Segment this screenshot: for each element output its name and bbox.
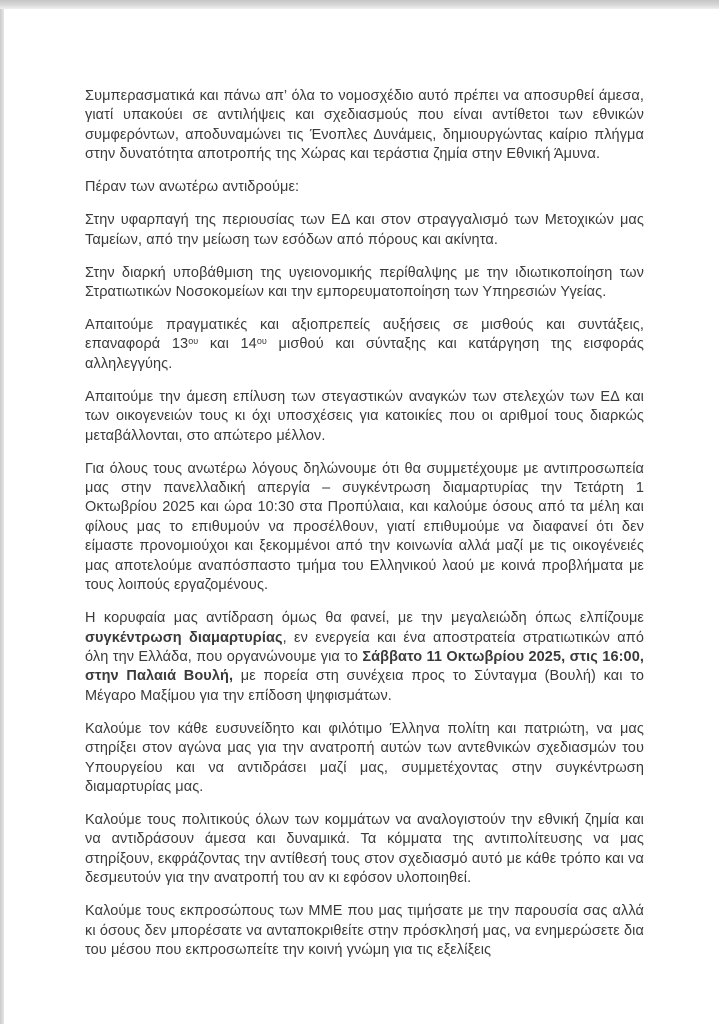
document-page xyxy=(4,9,719,1024)
paragraph xyxy=(85,609,644,706)
text-run: Στην υφαρπαγή της περιουσίας των ΕΔ και στον στραγγαλισμό των Μετοχικών μας Ταμείων, από την μείωση των εσόδων από πόρους και ακίνητα. xyxy=(85,212,644,248)
text-run: Πέραν των ανωτέρω αντιδρούμε: xyxy=(85,179,300,196)
superscript-text-run: ου xyxy=(188,335,199,346)
text-run: Καλούμε τον κάθε ευσυνείδητο και φιλότιμο Έλληνα πολίτη και πατριώτη, να μας στηρίξει στον αγώνα μας για την ανατροπή αυτών των αντεθνικών σχεδιασμών του Υπουργείου και να αντιδράσει μαζί μας, συμμετέχοντας στην συγκέντρωση διαμαρτυρίας μας. xyxy=(85,720,644,795)
superscript-text-run: ου xyxy=(256,335,267,346)
text-run: με πορεία στη συνέχεια προς το Σύνταγμα (Βουλή) και το Μέγαρο Μαξίμου για την επίδοση ψηφισμάτων. xyxy=(85,668,645,704)
bold-text-run: συγκέντρωση διαμαρτυρίας xyxy=(85,629,283,646)
paragraph xyxy=(85,87,644,165)
text-run: Καλούμε τους εκπροσώπους των ΜΜΕ που μας τιμήσατε με την παρουσία σας αλλά κι όσους δεν μπορέσατε να ανταποκριθείτε στην πρόσκλησή μας, να ενημερώσετε δια του μέσου που εκπροσωπείτε την κοινή γνώμη για τις εξελίξεις xyxy=(85,903,644,958)
paragraph xyxy=(85,460,644,596)
text-run: , εν ενεργεία και ένα αποστρατεία στρατιωτικών από όλη την Ελλάδα, που οργανώνουμε για το xyxy=(85,629,644,665)
paragraph xyxy=(85,902,644,960)
paragraph xyxy=(85,316,644,374)
text-run: Για όλους τους ανωτέρω λόγους δηλώνουμε ότι θα συμμετέχουμε με αντιπροσωπεία μας στην πανελλαδική απεργία – συγκέντρωση διαμαρτυρίας την Τετάρτη 1 Οκτωβρίου 2025 και ώρα 10:30 στα Προπύλαια, και καλούμε όσους από τα μέλη και φίλους μας το επιθυμούν να προσέλθουν, γιατί επιθυμούμε να διαφανεί ότι δεν είμαστε προνομιούχοι και ξεκομμένοι από την κοινωνία αλλά μαζί με τις οικογένειές μας αποτελούμε αναπόσπαστο τμήμα του Ελληνικού λαού με κοινά προβλήματα με τους λοιπούς εργαζομένους. xyxy=(85,460,644,594)
text-run: Απαιτούμε την άμεση επίλυση των στεγαστικών αναγκών των στελεχών των ΕΔ και των οικογενειών τους κι όχι υποσχέσεις για κατοικίες που οι αριθμοί τους διαρκώς μεταβάλλονται, στο απώτερο μέλλον. xyxy=(85,388,644,444)
text-run: Απαιτούμε πραγματικές και αξιοπρεπείς αυξήσεις σε μισθούς και συντάξεις, επαναφορά 13 xyxy=(85,317,644,353)
text-run: Καλούμε τους πολιτικούς όλων των κομμάτων να αναλογιστούν την εθνική ζημία και να αντιδράσουν άμεσα και δυναμικά. Τα κόμματα της αντιπολίτευσης να μας στηρίξουν, εκφράζοντας την αντίθεσή τους στον σχεδιασμό αυτό με κάθε τρόπο και να δεσμευτούν για την ανατροπή του αν κι εφόσον υλοποιηθεί. xyxy=(85,811,644,887)
text-run: και 14 xyxy=(198,336,257,353)
bold-text-run: Σάββατο 11 Οκτωβρίου 2025, στις 16:00, στην Παλαιά Βουλή, xyxy=(85,648,644,685)
paragraph xyxy=(85,264,644,303)
paragraph xyxy=(85,720,644,798)
text-run: Συμπερασματικά και πάνω απ’ όλα το νομοσχέδιο αυτό πρέπει να αποσυρθεί άμεσα, γιατί υπακούει σε αντιλήψεις και σχεδιασμούς που είναι αντίθετοι των εθνικών συμφερόντων, αποδυναμώνει τις Ένοπλες Δυνάμεις, δημιουργώντας καίριο πλήγμα στην δυνατότητα αποτροπής της Χώρας και τεράστια ζημία στην Εθνική Άμυνα. xyxy=(85,88,644,163)
document-body xyxy=(4,9,719,960)
paragraph xyxy=(85,211,644,250)
text-run: Στην διαρκή υποβάθμιση της υγειονομικής περίθαλψης με την ιδιωτικοποίηση των Στρατιωτικών Νοσοκομείων και την εμπορευματοποίηση των Υπηρεσιών Υγείας. xyxy=(85,264,644,301)
paragraph xyxy=(85,178,644,197)
paragraph xyxy=(85,811,644,889)
paragraph xyxy=(85,388,644,446)
text-run: Η κορυφαία μας αντίδραση όμως θα φανεί, με την μεγαλειώδη όπως ελπίζουμε xyxy=(85,610,644,627)
photo-top-edge xyxy=(0,0,719,9)
text-run: μισθού και σύνταξης και κατάργηση της εισφοράς αλληλεγγύης. xyxy=(85,336,645,372)
